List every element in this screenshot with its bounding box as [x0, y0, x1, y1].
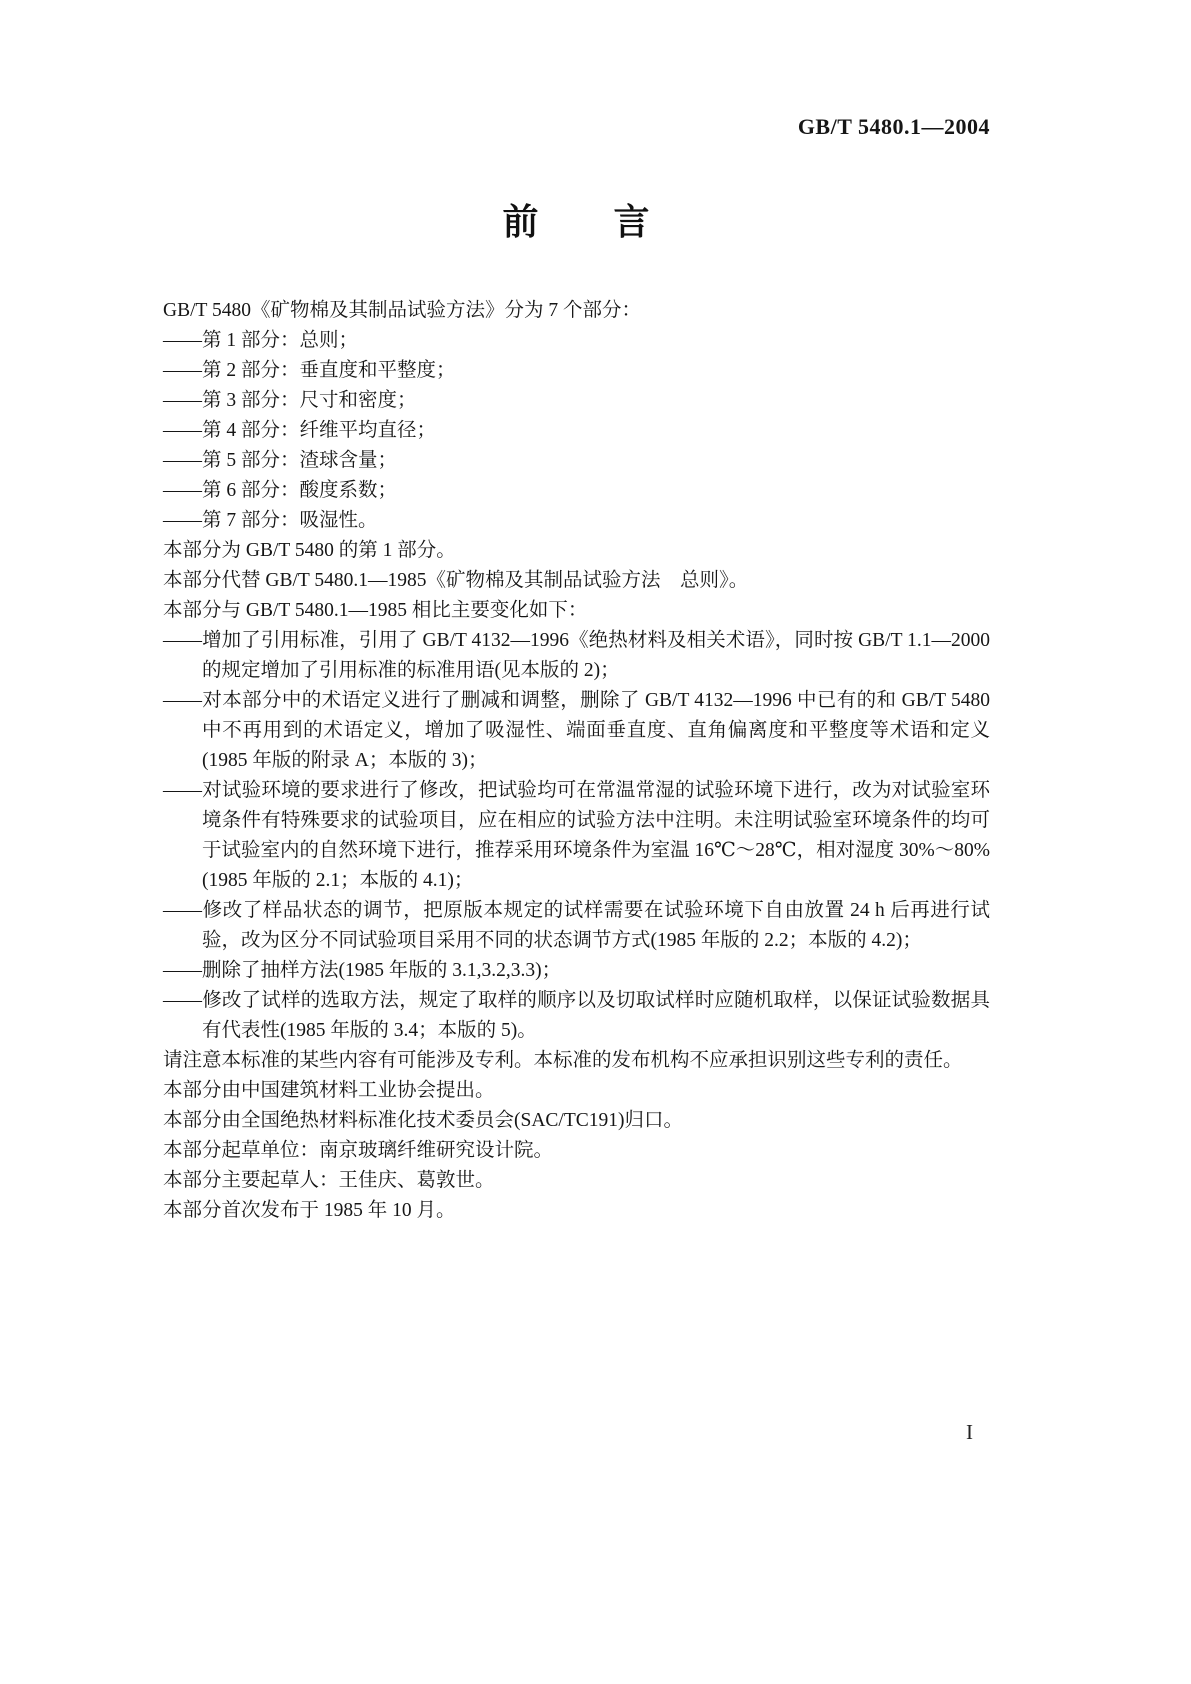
list-item: ——第 7 部分：吸湿性。 [163, 510, 378, 531]
list-item: ——增加了引用标准，引用了 GB/T 4132—1996《绝热材料及相关术语》，同时按 GB/T 1.1—2000 的规定增加了引用标准的标准用语(见本版的 2)； [163, 630, 990, 681]
list-item: ——删除了抽样方法(1985 年版的 3.1,3.2,3.3)； [163, 960, 562, 981]
list-item: ——第 1 部分：总则； [163, 330, 359, 351]
paragraph: 本部分首次发布于 1985 年 10 月。 [163, 1200, 456, 1221]
paragraph: 本部分由全国绝热材料标准化技术委员会(SAC/TC191)归口。 [163, 1110, 684, 1131]
paragraph: 本部分与 GB/T 5480.1—1985 相比主要变化如下： [163, 600, 588, 621]
standard-number: GB/T 5480.1—2004 [797, 114, 990, 139]
paragraph: 本部分代替 GB/T 5480.1—1985《矿物棉及其制品试验方法 总则》。 [163, 570, 749, 591]
list-item: ——第 4 部分：纤维平均直径； [163, 420, 437, 441]
page-title: 前 言 [502, 202, 651, 243]
page-number: I [966, 1420, 973, 1444]
list-item: ——对本部分中的术语定义进行了删减和调整，删除了 GB/T 4132—1996 中已有的和 GB/T 5480 中不再用到的术语定义，增加了吸湿性、端面垂直度、直角偏离度和平整度等术语和定义(1985 年版的附录 A；本版的 3)； [163, 690, 990, 771]
foreword-body [163, 296, 990, 1226]
list-item: ——第 6 部分：酸度系数； [163, 480, 398, 501]
paragraph: 本部分由中国建筑材料工业协会提出。 [163, 1080, 495, 1101]
paragraph: 本部分起草单位：南京玻璃纤维研究设计院。 [163, 1140, 554, 1161]
paragraph: GB/T 5480《矿物棉及其制品试验方法》分为 7 个部分： [163, 300, 641, 321]
list-item: ——修改了样品状态的调节，把原版本规定的试样需要在试验环境下自由放置 24 h 后再进行试验，改为区分不同试验项目采用不同的状态调节方式(1985 年版的 2.2；本版的 4.2)； [163, 900, 990, 951]
paragraph: 本部分为 GB/T 5480 的第 1 部分。 [163, 540, 456, 561]
list-item: ——第 3 部分：尺寸和密度； [163, 390, 417, 411]
list-item: ——第 5 部分：渣球含量； [163, 450, 398, 471]
paragraph: 请注意本标准的某些内容有可能涉及专利。本标准的发布机构不应承担识别这些专利的责任。 [163, 1050, 963, 1071]
paragraph: 本部分主要起草人：王佳庆、葛敦世。 [163, 1170, 495, 1191]
list-item: ——修改了试样的选取方法，规定了取样的顺序以及切取试样时应随机取样，以保证试验数据具有代表性(1985 年版的 3.4；本版的 5)。 [163, 990, 990, 1041]
list-item: ——对试验环境的要求进行了修改，把试验均可在常温常湿的试验环境下进行，改为对试验室环境条件有特殊要求的试验项目，应在相应的试验方法中注明。未注明试验室环境条件的均可于试验室内的自然环境下进行，推荐采用环境条件为室温 16℃～28℃，相对湿度 30%～80%(1985 年版的 2.1；本版的 4.1)； [163, 780, 990, 891]
list-item: ——第 2 部分：垂直度和平整度； [163, 360, 456, 381]
